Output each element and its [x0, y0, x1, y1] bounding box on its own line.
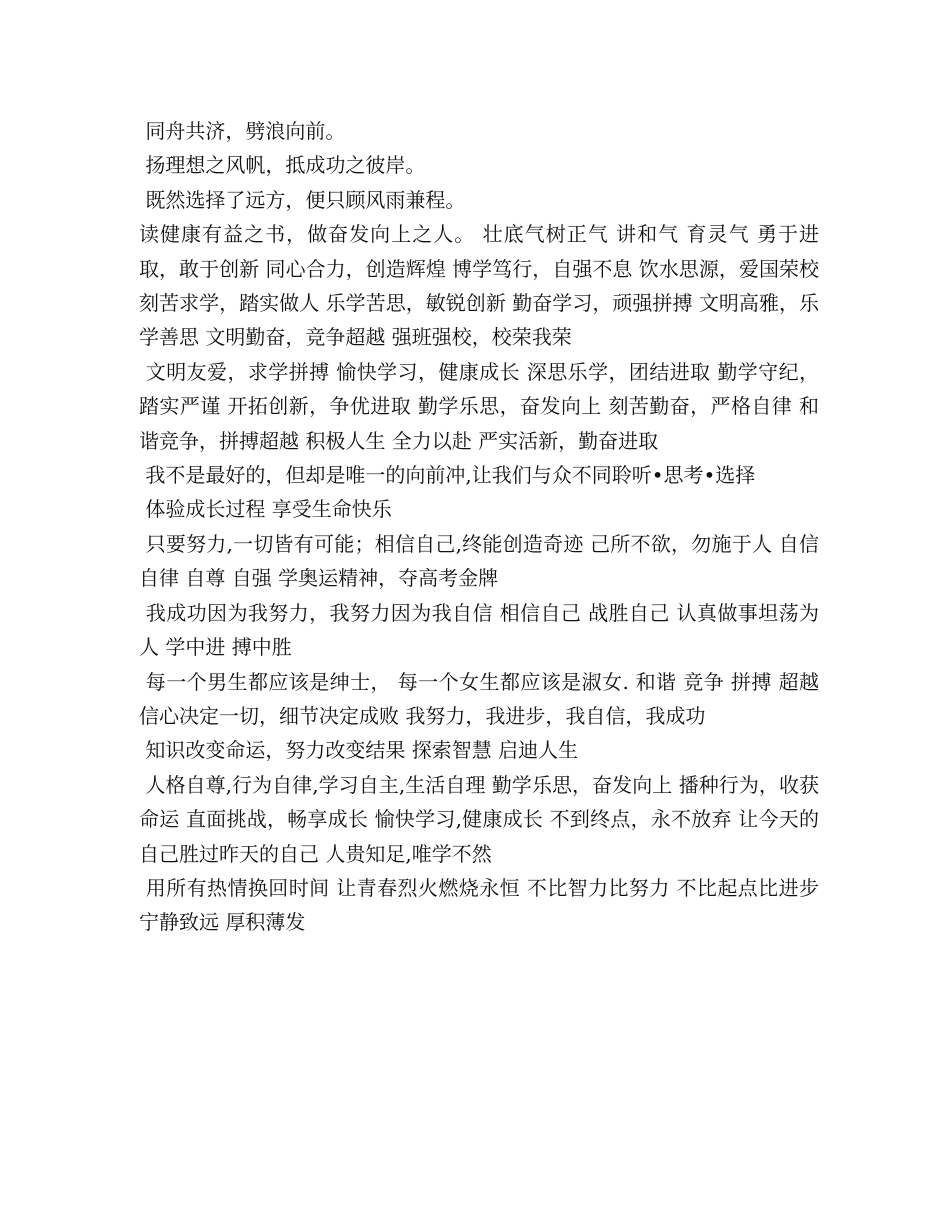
paragraph-3: 既然选择了远方，便只顾风雨兼程。	[139, 187, 466, 212]
paragraph-6: 我不是最好的，但却是唯一的向前冲,让我们与众不同聆听•思考•选择	[139, 463, 756, 488]
paragraph-1: 同舟共济，劈浪向前。	[139, 119, 346, 143]
paragraph-10: 每一个男生都应该是绅士， 每一个女生都应该是淑女. 和谐 竞争 拼搏 超越 信心决定一切，细节决定成败 我努力，我进步，我自信，我成功	[139, 669, 826, 728]
paragraph-7: 体验成长过程 享受生命快乐	[139, 497, 392, 522]
paragraph-11: 知识改变命运，努力改变结果 探索智慧 启迪人生	[139, 738, 579, 763]
paragraph-4: 读健康有益之书，做奋发向上之人。 壮底气树正气 讲和气 育灵气 勇于进取，敢于创新 同心合力，创造辉煌 博学笃行，自强不息 饮水思源，爱国荣校 刻苦求学，踏实做人 乐学苦思，敏锐创新 勤奋学习，顽强拼搏 文明高雅，乐学善思 文明勤奋，竞争超越 强班强校，校荣我荣	[139, 222, 826, 350]
paragraph-5: 文明友爱，求学拼搏 愉快学习，健康成长 深思乐学，团结进取 勤学守纪，踏实严谨 开拓创新，争优进取 勤学乐思，奋发向上 刻苦勤奋，严格自律 和谐竞争，拼搏超越 积极人生 全力以赴 严实活新，勤奋进取	[139, 359, 819, 453]
paragraph-2: 扬理想之风帆，抵成功之彼岸。	[139, 153, 426, 178]
paragraph-9: 我成功因为我努力，我努力因为我自信 相信自己 战胜自己 认真做事坦荡为人 学中进 搏中胜	[139, 600, 819, 660]
paragraph-13: 用所有热情换回时间 让青春烈火燃烧永恒 不比智力比努力 不比起点比进步 宁静致远 厚积薄发	[139, 875, 826, 935]
paragraph-12: 人格自尊,行为自律,学习自主,生活自理 勤学乐思，奋发向上 播种行为，收获命运 直面挑战，畅享成长 愉快学习,健康成长 不到终点，永不放弃 让今天的自己胜过昨天的自己 人贵知足,唯学不然	[139, 772, 820, 866]
document-body	[139, 114, 826, 940]
paragraph-8: 只要努力,一切皆有可能；相信自己,终能创造奇迹 己所不欲，勿施于人 自信 自律 自尊 自强 学奥运精神，夺高考金牌	[139, 531, 826, 591]
